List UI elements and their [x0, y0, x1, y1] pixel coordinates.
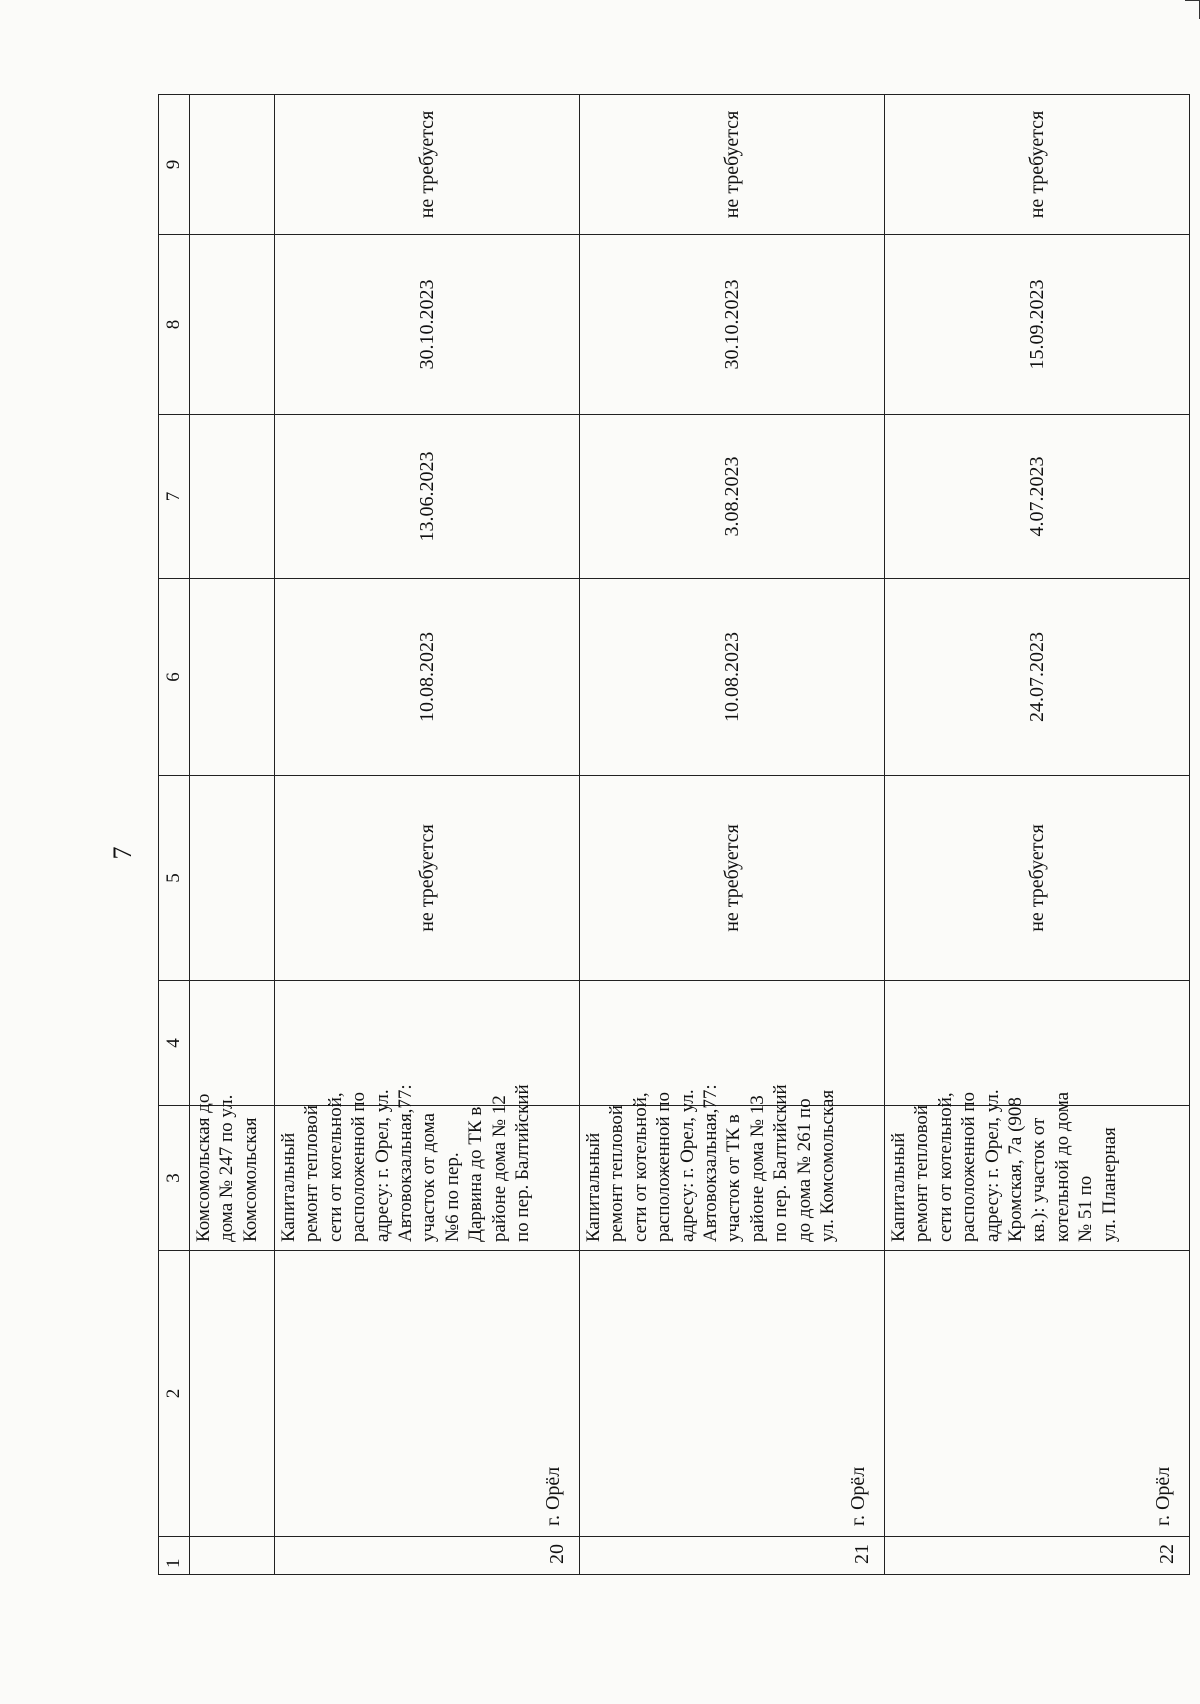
city-cell: г. Орёл [275, 1251, 580, 1537]
description-line: районе дома № 12 [488, 1095, 510, 1242]
description-line: кв.): участок от [1028, 1117, 1050, 1242]
col5-cell: не требуется [275, 776, 580, 981]
column-header: 8 [159, 235, 190, 415]
description-line: сети от котельной, [934, 1092, 956, 1242]
description-cell [580, 1084, 885, 1251]
row-number: 21 [580, 1537, 885, 1575]
column-header: 4 [159, 981, 190, 1106]
description-line: дома № 247 по ул. [216, 1094, 238, 1242]
description-line: ул. Планерная [1098, 1127, 1120, 1242]
description-line: по пер. Балтийский [512, 1084, 534, 1242]
scan-corner-mark [1185, 0, 1200, 19]
description-line: Автовокзальная,77: [700, 1084, 722, 1242]
column-header: 1 [159, 1537, 190, 1575]
col9-cell: не требуется [885, 95, 1190, 235]
description-line: адресу: г. Орел, ул. [981, 1089, 1003, 1242]
col4-cell [580, 981, 885, 1106]
column-header: 2 [159, 1251, 190, 1537]
description-line: расположенной по [348, 1091, 370, 1242]
description-line: Комсомольская до [193, 1093, 214, 1242]
description-line: участок от ТК в [723, 1114, 745, 1242]
table-row [885, 95, 1190, 1575]
column-header: 3 [159, 1106, 190, 1251]
description-line: расположенной по [958, 1091, 980, 1242]
description-line: Капитальный [583, 1132, 604, 1242]
row-number: 20 [275, 1537, 580, 1575]
col6-date-cell: 24.07.2023 [885, 579, 1190, 776]
continuation-description-cell [190, 1093, 275, 1251]
description-line: № 51 по [1075, 1175, 1097, 1242]
page-number: 7 [108, 846, 137, 860]
description-line: Капитальный [888, 1132, 909, 1242]
description-line: Дарвина до ТК в [465, 1106, 487, 1242]
description-line: ремонт тепловой [911, 1104, 933, 1242]
column-header: 9 [159, 95, 190, 235]
description-line: ремонт тепловой [301, 1104, 323, 1242]
col7-date-cell: 3.08.2023 [580, 415, 885, 579]
description-line: котельной до дома [1051, 1091, 1073, 1242]
description-line: ремонт тепловой [606, 1104, 628, 1242]
description-cell [275, 1084, 580, 1251]
table-row [275, 95, 580, 1575]
description-line: сети от котельной, [324, 1092, 346, 1242]
description-line: расположенной по [653, 1091, 675, 1242]
column-header: 7 [159, 415, 190, 579]
description-cell [885, 1089, 1190, 1251]
table-cell [190, 981, 275, 1106]
col4-cell [885, 981, 1190, 1106]
col7-date-cell: 4.07.2023 [885, 415, 1190, 579]
col8-date-cell: 30.10.2023 [580, 235, 885, 415]
row-number: 22 [885, 1537, 1190, 1575]
table-cell [190, 579, 275, 776]
description-line: Капитальный [278, 1132, 299, 1242]
description-line: Кромская, 7а (908 [1005, 1097, 1027, 1242]
col7-date-cell: 13.06.2023 [275, 415, 580, 579]
table-cell [190, 95, 275, 235]
description-line: до дома № 261 по [793, 1098, 815, 1242]
rotated-table-wrapper [158, 95, 1178, 1575]
city-cell: г. Орёл [580, 1251, 885, 1537]
description-line: районе дома № 13 [746, 1095, 768, 1242]
continuation-row [190, 95, 275, 1575]
col5-cell: не требуется [580, 776, 885, 981]
table-cell [190, 1251, 275, 1537]
column-header: 6 [159, 579, 190, 776]
description-line: №6 по пер. [441, 1152, 463, 1242]
col5-cell: не требуется [885, 776, 1190, 981]
col4-cell [275, 981, 580, 1106]
table-cell [190, 415, 275, 579]
table-cell [190, 776, 275, 981]
col6-date-cell: 10.08.2023 [580, 579, 885, 776]
description-line: сети от котельной, [629, 1092, 651, 1242]
description-line: адресу: г. Орел, ул. [676, 1089, 698, 1242]
description-line: адресу: г. Орел, ул. [371, 1089, 393, 1242]
description-line: Автовокзальная,77: [395, 1084, 417, 1242]
city-cell: г. Орёл [885, 1251, 1190, 1537]
description-line: ул. Комсомольская [817, 1089, 839, 1242]
col8-date-cell: 15.09.2023 [885, 235, 1190, 415]
col9-cell: не требуется [580, 95, 885, 235]
table-cell [190, 1537, 275, 1575]
description-line: участок от дома [418, 1113, 440, 1242]
repair-schedule-table [158, 94, 1190, 1575]
column-header: 5 [159, 776, 190, 981]
col9-cell: не требуется [275, 95, 580, 235]
description-line: по пер. Балтийский [770, 1084, 792, 1242]
column-number-header-row [159, 95, 190, 1575]
col6-date-cell: 10.08.2023 [275, 579, 580, 776]
description-line: Комсомольская [239, 1117, 261, 1242]
table-cell [190, 235, 275, 415]
table-row [580, 95, 885, 1575]
col8-date-cell: 30.10.2023 [275, 235, 580, 415]
